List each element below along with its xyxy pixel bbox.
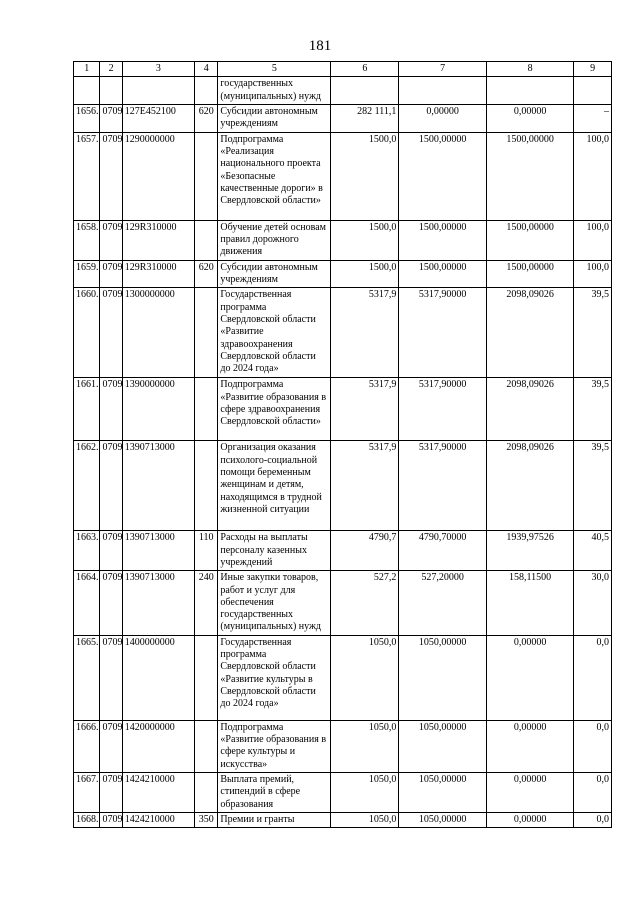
section-code-cell: 0709: [100, 260, 122, 288]
item-name-cell: Подпрограмма «Развитие образования в сфере культуры и искусства»: [218, 720, 331, 772]
row-number-cell: [74, 77, 100, 105]
executed-amount-cell: 0,00000: [486, 772, 573, 812]
section-code-cell: 0709: [100, 720, 122, 772]
approved-amount-cell: 5317,90000: [399, 378, 486, 441]
executed-amount-cell: 1500,00000: [486, 220, 573, 260]
target-article-cell: 1424210000: [122, 772, 194, 812]
header-cell: 6: [331, 62, 399, 77]
row-number-cell: 1658.: [74, 220, 100, 260]
target-article-cell: 1420000000: [122, 720, 194, 772]
target-article-cell: 129R310000: [122, 220, 194, 260]
table-row: [74, 531, 612, 571]
row-number-cell: 1657.: [74, 132, 100, 220]
table-row: [74, 772, 612, 812]
expense-type-cell: [195, 132, 218, 220]
header-row: [74, 62, 612, 77]
target-article-cell: 1400000000: [122, 635, 194, 720]
expense-type-cell: 350: [195, 812, 218, 827]
section-code-cell: 0709: [100, 220, 122, 260]
table-row: [74, 812, 612, 827]
expense-type-cell: [195, 720, 218, 772]
table-row: [74, 132, 612, 220]
header-cell: 9: [574, 62, 612, 77]
percent-cell: 0,0: [574, 812, 612, 827]
item-name-cell: Подпрограмма «Реализация национального проекта «Безопасные качественные дороги» в Свердловской области»: [218, 132, 331, 220]
percent-cell: 40,5: [574, 531, 612, 571]
executed-amount-cell: [486, 77, 573, 105]
row-number-cell: 1656.: [74, 104, 100, 132]
percent-cell: 100,0: [574, 220, 612, 260]
approved-amount-cell: 1500,00000: [399, 132, 486, 220]
approved-amount-cell: 1500,00000: [399, 220, 486, 260]
executed-amount-cell: 158,11500: [486, 571, 573, 635]
percent-cell: 39,5: [574, 378, 612, 441]
row-number-cell: 1664.: [74, 571, 100, 635]
percent-cell: [574, 77, 612, 105]
table-row: [74, 441, 612, 531]
table-row: [74, 104, 612, 132]
item-name-cell: Государственная программа Свердловской области «Развитие культуры в Свердловской области до 2024 года»: [218, 635, 331, 720]
section-code-cell: 0709: [100, 132, 122, 220]
percent-cell: 100,0: [574, 260, 612, 288]
item-name-cell: Государственная программа Свердловской области «Развитие здравоохранения Свердловской области до 2024 года»: [218, 288, 331, 378]
expense-type-cell: 620: [195, 104, 218, 132]
planned-amount-cell: 5317,9: [331, 378, 399, 441]
row-number-cell: 1663.: [74, 531, 100, 571]
expense-type-cell: 110: [195, 531, 218, 571]
table-row: [74, 77, 612, 105]
percent-cell: 30,0: [574, 571, 612, 635]
percent-cell: 100,0: [574, 132, 612, 220]
percent-cell: 0,0: [574, 772, 612, 812]
executed-amount-cell: 0,00000: [486, 104, 573, 132]
expense-type-cell: [195, 220, 218, 260]
expense-type-cell: [195, 441, 218, 531]
section-code-cell: 0709: [100, 812, 122, 827]
header-cell: 2: [100, 62, 122, 77]
target-article-cell: 1390713000: [122, 441, 194, 531]
item-name-cell: Обучение детей основам правил дорожного движения: [218, 220, 331, 260]
executed-amount-cell: 0,00000: [486, 635, 573, 720]
expense-type-cell: [195, 635, 218, 720]
percent-cell: 39,5: [574, 441, 612, 531]
approved-amount-cell: 1050,00000: [399, 772, 486, 812]
executed-amount-cell: 1500,00000: [486, 260, 573, 288]
target-article-cell: [122, 77, 194, 105]
approved-amount-cell: 527,20000: [399, 571, 486, 635]
expense-type-cell: 620: [195, 260, 218, 288]
approved-amount-cell: 1050,00000: [399, 720, 486, 772]
row-number-cell: 1659.: [74, 260, 100, 288]
section-code-cell: [100, 77, 122, 105]
planned-amount-cell: 4790,7: [331, 531, 399, 571]
table-row: [74, 220, 612, 260]
planned-amount-cell: [331, 77, 399, 105]
table-row: [74, 635, 612, 720]
approved-amount-cell: 1050,00000: [399, 635, 486, 720]
planned-amount-cell: 1500,0: [331, 132, 399, 220]
header-cell: 8: [486, 62, 573, 77]
planned-amount-cell: 527,2: [331, 571, 399, 635]
planned-amount-cell: 1050,0: [331, 720, 399, 772]
row-number-cell: 1661.: [74, 378, 100, 441]
approved-amount-cell: [399, 77, 486, 105]
approved-amount-cell: 1500,00000: [399, 260, 486, 288]
planned-amount-cell: 1050,0: [331, 772, 399, 812]
header-cell: 7: [399, 62, 486, 77]
planned-amount-cell: 5317,9: [331, 288, 399, 378]
section-code-cell: 0709: [100, 571, 122, 635]
target-article-cell: 127E452100: [122, 104, 194, 132]
item-name-cell: Субсидии автономным учреждениям: [218, 260, 331, 288]
section-code-cell: 0709: [100, 531, 122, 571]
budget-table: [73, 61, 612, 828]
approved-amount-cell: 0,00000: [399, 104, 486, 132]
section-code-cell: 0709: [100, 441, 122, 531]
header-cell: 1: [74, 62, 100, 77]
page-number: 181: [308, 38, 332, 54]
table-row: [74, 571, 612, 635]
target-article-cell: 1390713000: [122, 531, 194, 571]
percent-cell: 39,5: [574, 288, 612, 378]
table-row: [74, 260, 612, 288]
header-cell: 3: [122, 62, 194, 77]
section-code-cell: 0709: [100, 104, 122, 132]
approved-amount-cell: 4790,70000: [399, 531, 486, 571]
expense-type-cell: [195, 77, 218, 105]
executed-amount-cell: 2098,09026: [486, 441, 573, 531]
approved-amount-cell: 5317,90000: [399, 288, 486, 378]
planned-amount-cell: 5317,9: [331, 441, 399, 531]
item-name-cell: Субсидии автономным учреждениям: [218, 104, 331, 132]
executed-amount-cell: 1939,97526: [486, 531, 573, 571]
row-number-cell: 1666.: [74, 720, 100, 772]
item-name-cell: Иные закупки товаров, работ и услуг для обеспечения государственных (муниципальных) нужд: [218, 571, 331, 635]
percent-cell: –: [574, 104, 612, 132]
item-name-cell: Расходы на выплаты персоналу казенных учреждений: [218, 531, 331, 571]
row-number-cell: 1667.: [74, 772, 100, 812]
item-name-cell: Выплата премий, стипендий в сфере образования: [218, 772, 331, 812]
expense-type-cell: [195, 378, 218, 441]
target-article-cell: 1390713000: [122, 571, 194, 635]
section-code-cell: 0709: [100, 378, 122, 441]
executed-amount-cell: 1500,00000: [486, 132, 573, 220]
target-article-cell: 1290000000: [122, 132, 194, 220]
target-article-cell: 1300000000: [122, 288, 194, 378]
approved-amount-cell: 1050,00000: [399, 812, 486, 827]
planned-amount-cell: 1050,0: [331, 812, 399, 827]
target-article-cell: 1424210000: [122, 812, 194, 827]
item-name-cell: Премии и гранты: [218, 812, 331, 827]
item-name-cell: государственных (муниципальных) нужд: [218, 77, 331, 105]
expense-type-cell: [195, 772, 218, 812]
planned-amount-cell: 1500,0: [331, 220, 399, 260]
header-cell: 5: [218, 62, 331, 77]
planned-amount-cell: 1050,0: [331, 635, 399, 720]
planned-amount-cell: 282 111,1: [331, 104, 399, 132]
row-number-cell: 1668.: [74, 812, 100, 827]
planned-amount-cell: 1500,0: [331, 260, 399, 288]
section-code-cell: 0709: [100, 635, 122, 720]
row-number-cell: 1660.: [74, 288, 100, 378]
percent-cell: 0,0: [574, 720, 612, 772]
table-row: [74, 378, 612, 441]
item-name-cell: Подпрограмма «Развитие образования в сфере здравоохранения Свердловской области»: [218, 378, 331, 441]
approved-amount-cell: 5317,90000: [399, 441, 486, 531]
executed-amount-cell: 2098,09026: [486, 288, 573, 378]
target-article-cell: 1390000000: [122, 378, 194, 441]
target-article-cell: 129R310000: [122, 260, 194, 288]
row-number-cell: 1665.: [74, 635, 100, 720]
section-code-cell: 0709: [100, 288, 122, 378]
expense-type-cell: [195, 288, 218, 378]
section-code-cell: 0709: [100, 772, 122, 812]
executed-amount-cell: 0,00000: [486, 720, 573, 772]
header-cell: 4: [195, 62, 218, 77]
expense-type-cell: 240: [195, 571, 218, 635]
row-number-cell: 1662.: [74, 441, 100, 531]
executed-amount-cell: 0,00000: [486, 812, 573, 827]
percent-cell: 0,0: [574, 635, 612, 720]
item-name-cell: Организация оказания психолого-социальной помощи беременным женщинам и детям, находящимся в трудной жизненной ситуации: [218, 441, 331, 531]
executed-amount-cell: 2098,09026: [486, 378, 573, 441]
table-row: [74, 288, 612, 378]
table-row: [74, 720, 612, 772]
